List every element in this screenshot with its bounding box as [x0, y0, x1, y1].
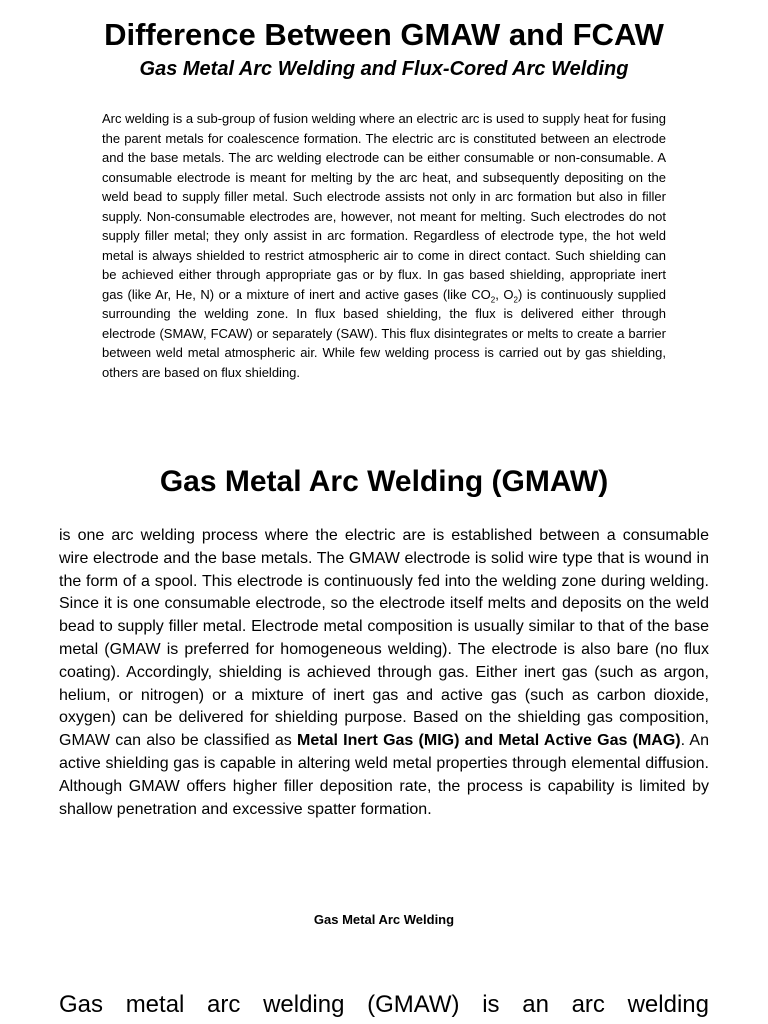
document-subtitle: Gas Metal Arc Welding and Flux-Cored Arc Welding: [139, 58, 629, 80]
co2-subscript: 2: [490, 295, 496, 305]
intro-paragraph: [102, 109, 666, 382]
gmaw-text-part-1: is one arc welding process where the electric are is established between a consumable wire electrode and the base metals. The GMAW electrode is solid wire type that is wound in the form of a spool. This electrode is continuously fed into the welding zone during welding. Since it is one consumable electrode, so the electrode itself melts and deposits on the weld bead to supply filler metal. Electrode metal composition is usually similar to that of the base metal (GMAW is preferred for homogeneous welding). The electrode is also bare (no flux coating). Accordingly, shielding is achieved through gas. Either inert gas (such as argon, helium, or nitrogen) or a mixture of inert gas and active gas (such as carbon dioxide, oxygen) can be delivered for shielding purpose. Based on the shielding gas composition, GMAW can also be classified as: [59, 527, 709, 750]
gmaw-text-part-2: . An active shielding gas is capable in altering weld metal properties through elemental diffusion. Although GMAW offers higher filler deposition rate, the process is capability is limited by shallow penetration and excessive spatter formation.: [59, 732, 709, 818]
mig-mag-bold-text: Metal Inert Gas (MIG) and Metal Active Gas (MAG): [297, 732, 681, 750]
intro-text-part-2: , O: [495, 286, 514, 302]
intro-text-part-3: ) is continuously supplied surrounding the welding zone. In flux based shielding, the flux is delivered either through electrode (SMAW, FCAW) or separately (SAW). This flux disintegrates or melts to create a barrier between weld metal atmospheric air. While few welding process is carried out by gas shielding, others are based on flux shielding.: [102, 286, 666, 380]
continued-paragraph: Gas metal arc welding (GMAW) is an arc welding: [59, 991, 709, 1018]
gmaw-paragraph: [59, 525, 709, 821]
intro-text-part-1: Arc welding is a sub-group of fusion welding where an electric arc is used to supply heat for fusing the parent metals for coalescence formation. The electric arc is constituted between an electrode and the base metals. The arc welding electrode can be either consumable or non-consumable. A consumable electrode is meant for melting by the arc heat, and subsequently depositing on the weld bead to supply filler metal. Such electrode assists not only in arc formation but also in filler supply. Non-consumable electrodes are, however, not meant for melting. Such electrodes do not supply filler metal; they only assist in arc formation. Regardless of electrode type, the hot weld metal is always shielded to restrict atmospheric air to come in direct contact. Such shielding can be achieved either through appropriate gas or by flux. In gas based shielding, appropriate inert gas (like Ar, He, N) or a mixture of inert and active gases (like CO: [102, 111, 666, 302]
section-heading: Gas Metal Arc Welding (GMAW): [159, 465, 609, 498]
o2-subscript: 2: [513, 295, 518, 305]
document-title: Difference Between GMAW and FCAW: [104, 17, 664, 52]
figure-caption: Gas Metal Arc Welding: [313, 912, 455, 927]
